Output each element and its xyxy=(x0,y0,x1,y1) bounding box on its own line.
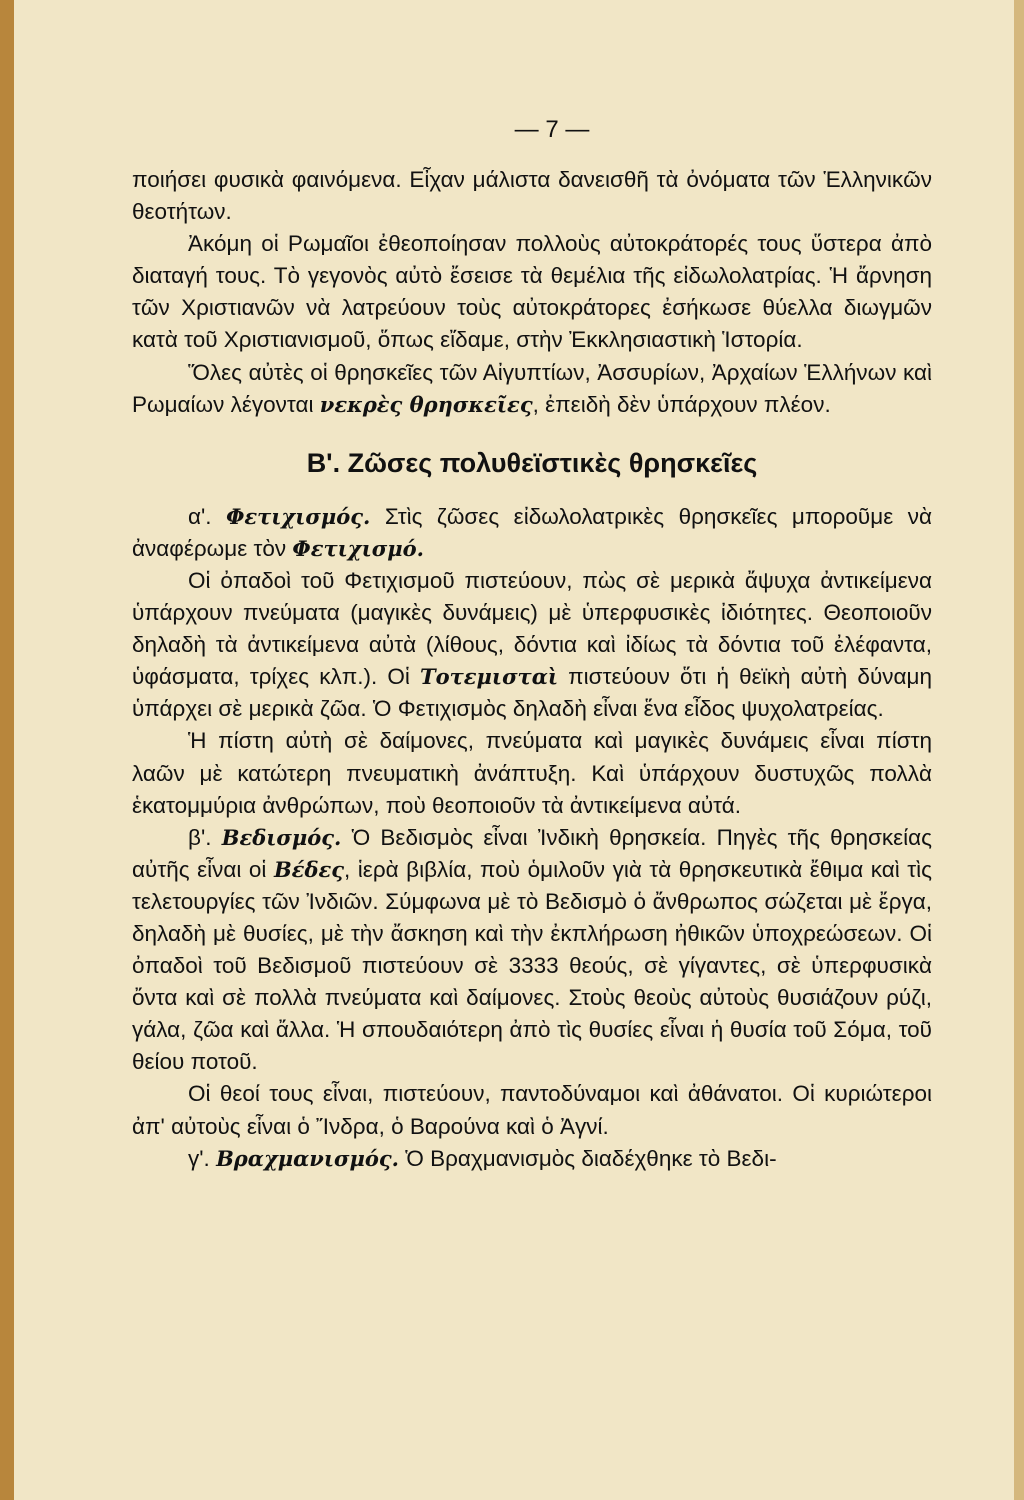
paragraph-6: Ἡ πίστη αὐτὴ σὲ δαίμονες, πνεύματα καὶ μαγικὲς δυνάμεις εἶναι πίστη λαῶν μὲ κατώτερη πνευματικὴ ἀνάπτυξη. Καὶ ὑπάρχουν δυστυχῶς πολλὰ ἑκατομμύρια ἀνθρώπων, ποὺ θεοποιοῦν τὰ ἀντικείμενα αὐτά. xyxy=(132,728,932,818)
term-totemists: Τοτεμισταὶ xyxy=(420,664,559,690)
term-vedism: Βεδισμός. xyxy=(221,824,342,850)
item-label-a: α'. xyxy=(188,503,212,529)
term-dead-religions: νεκρὲς θρησκεῖες xyxy=(319,391,533,417)
page-left-edge xyxy=(0,0,14,1500)
term-vedas: Βέδες xyxy=(273,856,345,882)
paragraph-vedism-text: Ὁ Βεδισμὸς εἶναι Ἰνδικὴ θρησκεία. Πηγὲς τῆς θρησκείας αὐτῆς εἶναι οἱ xyxy=(132,824,932,882)
term-fetishism-2: Φετιχισμό. xyxy=(292,535,424,561)
term-fetishism: Φετιχισμός. xyxy=(226,503,371,529)
paragraph-vedism-text-end: , ἱερὰ βιβλία, ποὺ ὁμιλοῦν γιὰ τὰ θρησκευτικὰ ἔθιμα καὶ τὶς τελετουργίες τῶν Ἰνδιῶν. Σύμφωνα μὲ τὸ Βεδισμὸ ὁ ἄνθρωπος σώζεται μὲ ἔργα, δηλαδὴ μὲ θυσίες, μὲ τὴν ἄσκηση καὶ τὴν ἐκπλήρωση ἠθικῶν ὑποχρεώσεων. Οἱ ὀπαδοὶ τοῦ Βεδισμοῦ πιστεύουν σὲ 3333 θεούς, σὲ γίγαντες, σὲ ὑπερφυσικὰ ὄντα καὶ σὲ πολλὰ πνεύματα καὶ δαίμονες. Στοὺς θεοὺς αὐτοὺς θυσιάζουν ρύζι, γάλα, ζῶα καὶ ἄλλα. Ἡ σπουδαιότερη ἀπὸ τὶς θυσίες εἶναι ἡ θυσία τοῦ Σόμα, τοῦ θείου ποτοῦ. xyxy=(132,856,932,1075)
term-brahmanism: Βραχμανισμός. xyxy=(216,1145,399,1171)
page-number: — 7 — xyxy=(514,116,590,143)
page-content xyxy=(132,110,932,1175)
paragraph-8: Οἱ θεοί τους εἶναι, πιστεύουν, παντοδύναμοι καὶ ἀθάνατοι. Οἱ κυριώτεροι ἀπ' αὐτοὺς εἶναι ὁ Ἴνδρα, ὁ Βαρούνα καὶ ὁ Ἀγνί. xyxy=(132,1081,932,1139)
paragraph-3 xyxy=(132,357,932,421)
paragraph-5-text-end: πιστεύουν ὅτι ἡ θεϊκὴ αὐτὴ δύναμη ὑπάρχει σὲ μερικὰ ζῶα. Ὁ Φετιχισμὸς δηλαδὴ εἶναι ἕνα εἶδος ψυχολατρείας. xyxy=(132,664,932,722)
paragraph-fetishism-text: Στὶς ζῶσες εἰδωλολατρικὲς θρησκεῖες μποροῦμε νὰ ἀναφέρωμε τὸν xyxy=(132,503,932,561)
paragraph-3-text-end: , ἐπειδὴ δὲν ὑπάρχουν πλέον. xyxy=(532,391,831,417)
paragraph-2: Ἀκόμη οἱ Ρωμαῖοι ἐθεοποίησαν πολλοὺς αὐτοκράτορές τους ὕστερα ἀπὸ διαταγή τους. Τὸ γεγονὸς αὐτὸ ἔσεισε τὰ θεμέλια τῆς εἰδωλολατρίας. Ἡ ἄρνηση τῶν Χριστιανῶν νὰ λατρεύουν τοὺς αὐτοκράτορες ἐσήκωσε θύελλα διωγμῶν κατὰ τοῦ Χριστιανισμοῦ, ὅπως εἴδαμε, στὴν Ἐκκλησιαστικὴ Ἱστορία. xyxy=(132,231,932,353)
paragraph-1: ποιήσει φυσικὰ φαινόμενα. Εἶχαν μάλιστα δανεισθῆ τὰ ὀνόματα τῶν Ἑλληνικῶν θεοτήτων. xyxy=(132,167,932,225)
paragraph-vedism xyxy=(132,822,932,1079)
paragraph-brahmanism-text: Ὁ Βραχμανισμὸς διαδέχθηκε τὸ Βεδι- xyxy=(405,1145,777,1171)
paragraph-3-text: Ὅλες αὐτὲς οἱ θρησκεῖες τῶν Αἰγυπτίων, Ἀσσυρίων, Ἀρχαίων Ἑλλήνων καὶ Ρωμαίων λέγονται xyxy=(132,359,932,417)
paragraph-fetishism xyxy=(132,501,932,565)
paragraph-brahmanism xyxy=(132,1143,932,1175)
page-right-edge xyxy=(1014,0,1024,1500)
section-heading: Β'. Ζῶσες πολυθεϊστικὲς θρησκεῖες xyxy=(306,447,758,478)
paragraph-5 xyxy=(132,565,932,725)
item-label-c: γ'. xyxy=(188,1145,210,1171)
item-label-b: β'. xyxy=(188,824,212,850)
paragraph-5-text: Οἱ ὀπαδοὶ τοῦ Φετιχισμοῦ πιστεύουν, πὼς σὲ μερικὰ ἄψυχα ἀντικείμενα ὑπάρχουν πνεύματα (μαγικὲς δυνάμεις) μὲ ὑπερφυσικὲς ἰδιότητες. Θεοποιοῦν δηλαδὴ τὰ ἀντικείμενα αὐτὰ (λίθους, δόντια καὶ ἰδίως τὰ δόντια τοῦ ἐλέφαντα, ὑφάσματα, τρίχες κλπ.). Οἱ xyxy=(132,567,932,690)
